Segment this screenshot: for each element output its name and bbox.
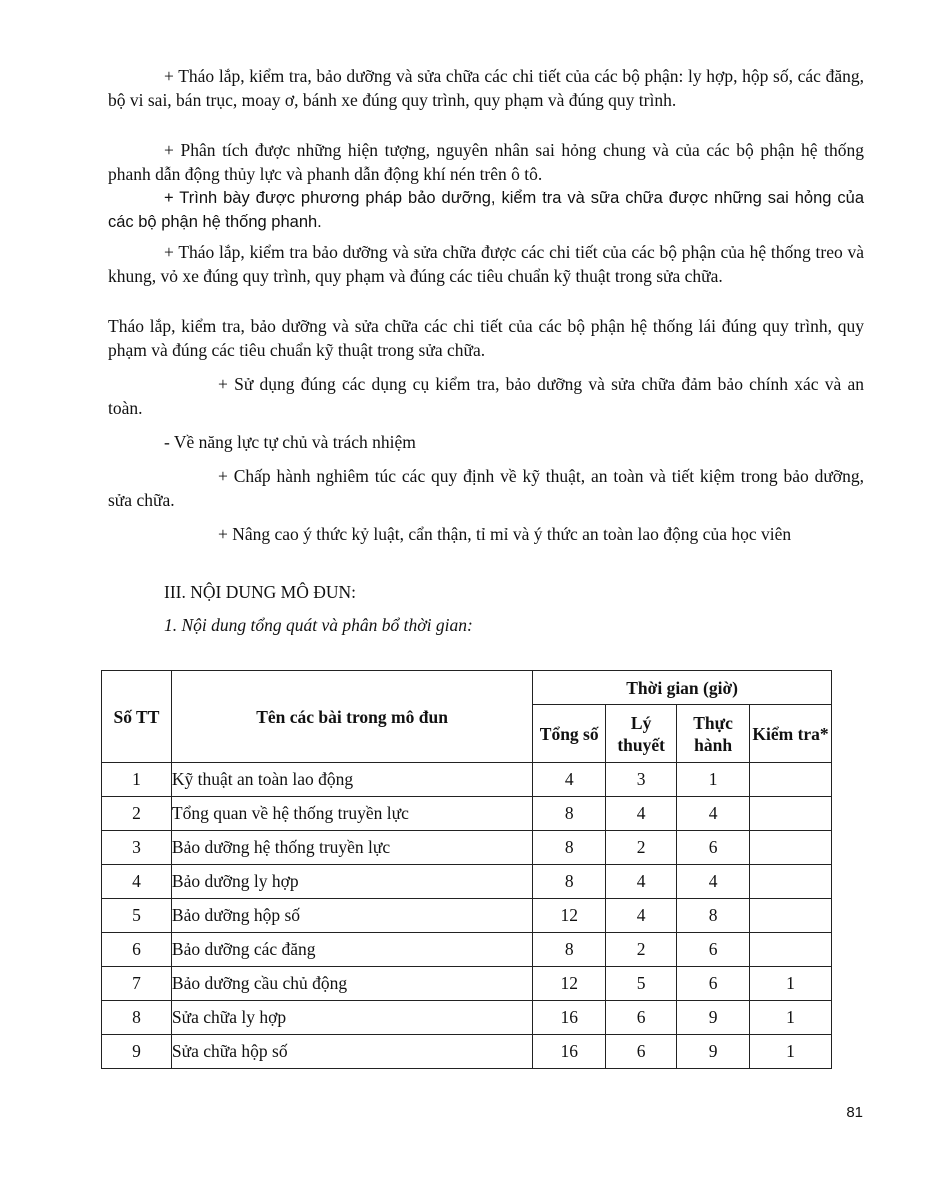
cell-practice: 6 <box>677 831 750 865</box>
paragraph-compliance: + Chấp hành nghiêm túc các quy định về kỹ thuật, an toàn và tiết kiệm trong bảo dưỡng, sửa chữa. <box>108 466 864 510</box>
cell-name: Sửa chữa ly hợp <box>171 1001 532 1035</box>
cell-no: 5 <box>102 899 172 933</box>
cell-theory: 6 <box>606 1001 677 1035</box>
cell-total: 12 <box>533 967 606 1001</box>
cell-exam <box>750 865 832 899</box>
cell-theory: 2 <box>606 933 677 967</box>
cell-practice: 4 <box>677 865 750 899</box>
cell-name: Sửa chữa hộp số <box>171 1035 532 1069</box>
cell-no: 1 <box>102 763 172 797</box>
cell-theory: 4 <box>606 899 677 933</box>
table-row <box>102 831 832 865</box>
paragraph-steering-system: Tháo lắp, kiểm tra, bảo dưỡng và sửa chữa các chi tiết của các bộ phận hệ thống lái đúng quy trình, quy phạm và đúng các tiêu chuẩn kỹ thuật trong sửa chữa. <box>108 316 864 360</box>
table-row <box>102 899 832 933</box>
time-allocation-table <box>101 670 832 1069</box>
header-practice: Thực hành <box>677 705 750 763</box>
cell-total: 16 <box>533 1001 606 1035</box>
page-number: 81 <box>846 1104 863 1121</box>
cell-total: 8 <box>533 831 606 865</box>
cell-exam: 1 <box>750 1001 832 1035</box>
table-row <box>102 865 832 899</box>
cell-total: 16 <box>533 1035 606 1069</box>
cell-theory: 4 <box>606 865 677 899</box>
cell-exam <box>750 763 832 797</box>
cell-no: 8 <box>102 1001 172 1035</box>
paragraph-brake-maintenance: + Trình bày được phương pháp bảo dưỡng, kiểm tra và sữa chữa được những sai hỏng của các bộ phận hệ thống phanh. <box>108 189 864 231</box>
cell-name: Bảo dưỡng cầu chủ động <box>171 967 532 1001</box>
cell-theory: 3 <box>606 763 677 797</box>
cell-practice: 9 <box>677 1001 750 1035</box>
section-heading: III. NỘI DUNG MÔ ĐUN: <box>164 582 356 602</box>
header-no: Số TT <box>102 671 172 763</box>
header-exam: Kiểm tra* <box>750 705 832 763</box>
paragraph-discipline: + Nâng cao ý thức kỷ luật, cẩn thận, tỉ mỉ và ý thức an toàn lao động của học viên <box>218 524 792 544</box>
cell-practice: 1 <box>677 763 750 797</box>
paragraph-suspension-frame: + Tháo lắp, kiểm tra bảo dưỡng và sửa chữa được các chi tiết của các bộ phận của hệ thống treo và khung, vỏ xe đúng quy trình, quy phạm và đúng các tiêu chuẩn kỹ thuật trong sửa chữa. <box>108 242 864 286</box>
cell-name: Bảo dưỡng các đăng <box>171 933 532 967</box>
header-time-group: Thời gian (giờ) <box>533 671 832 705</box>
cell-theory: 6 <box>606 1035 677 1069</box>
cell-no: 7 <box>102 967 172 1001</box>
cell-no: 4 <box>102 865 172 899</box>
cell-total: 8 <box>533 933 606 967</box>
table-row <box>102 797 832 831</box>
cell-exam <box>750 797 832 831</box>
subsection-heading: 1. Nội dung tổng quát và phân bổ thời gian: <box>164 615 473 635</box>
header-name: Tên các bài trong mô đun <box>171 671 532 763</box>
cell-total: 8 <box>533 865 606 899</box>
cell-name: Tổng quan về hệ thống truyền lực <box>171 797 532 831</box>
cell-theory: 2 <box>606 831 677 865</box>
cell-practice: 6 <box>677 933 750 967</box>
cell-practice: 6 <box>677 967 750 1001</box>
cell-practice: 9 <box>677 1035 750 1069</box>
table-header-row <box>102 671 832 705</box>
cell-no: 9 <box>102 1035 172 1069</box>
cell-exam: 1 <box>750 1035 832 1069</box>
cell-practice: 8 <box>677 899 750 933</box>
cell-total: 4 <box>533 763 606 797</box>
header-total: Tổng số <box>533 705 606 763</box>
paragraph-disassembly-transmission: + Tháo lắp, kiểm tra, bảo dưỡng và sửa chữa các chi tiết của các bộ phận: ly hợp, hộp số, các đăng, bộ vi sai, bán trục, moay ơ, bánh xe đúng quy trình, quy phạm và đúng quy trình. <box>108 66 864 110</box>
cell-no: 2 <box>102 797 172 831</box>
cell-theory: 4 <box>606 797 677 831</box>
cell-exam: 1 <box>750 967 832 1001</box>
cell-exam <box>750 933 832 967</box>
cell-total: 8 <box>533 797 606 831</box>
cell-name: Bảo dưỡng hộp số <box>171 899 532 933</box>
table-row <box>102 933 832 967</box>
table-row <box>102 763 832 797</box>
cell-name: Kỹ thuật an toàn lao động <box>171 763 532 797</box>
header-theory: Lý thuyết <box>606 705 677 763</box>
cell-no: 3 <box>102 831 172 865</box>
cell-exam <box>750 831 832 865</box>
paragraph-tools-usage: + Sử dụng đúng các dụng cụ kiểm tra, bảo dưỡng và sửa chữa đảm bảo chính xác và an toàn. <box>108 374 864 418</box>
cell-practice: 4 <box>677 797 750 831</box>
table-row <box>102 967 832 1001</box>
cell-no: 6 <box>102 933 172 967</box>
cell-name: Bảo dưỡng ly hợp <box>171 865 532 899</box>
table-row <box>102 1035 832 1069</box>
cell-exam <box>750 899 832 933</box>
cell-total: 12 <box>533 899 606 933</box>
cell-theory: 5 <box>606 967 677 1001</box>
table-row <box>102 1001 832 1035</box>
paragraph-brake-analysis: + Phân tích được những hiện tượng, nguyên nhân sai hỏng chung và của các bộ phận hệ thống phanh dẫn động thủy lực và phanh dẫn động khí nén trên ô tô. <box>108 140 864 184</box>
cell-name: Bảo dưỡng hệ thống truyền lực <box>171 831 532 865</box>
paragraph-autonomy-heading: - Về năng lực tự chủ và trách nhiệm <box>164 432 416 452</box>
